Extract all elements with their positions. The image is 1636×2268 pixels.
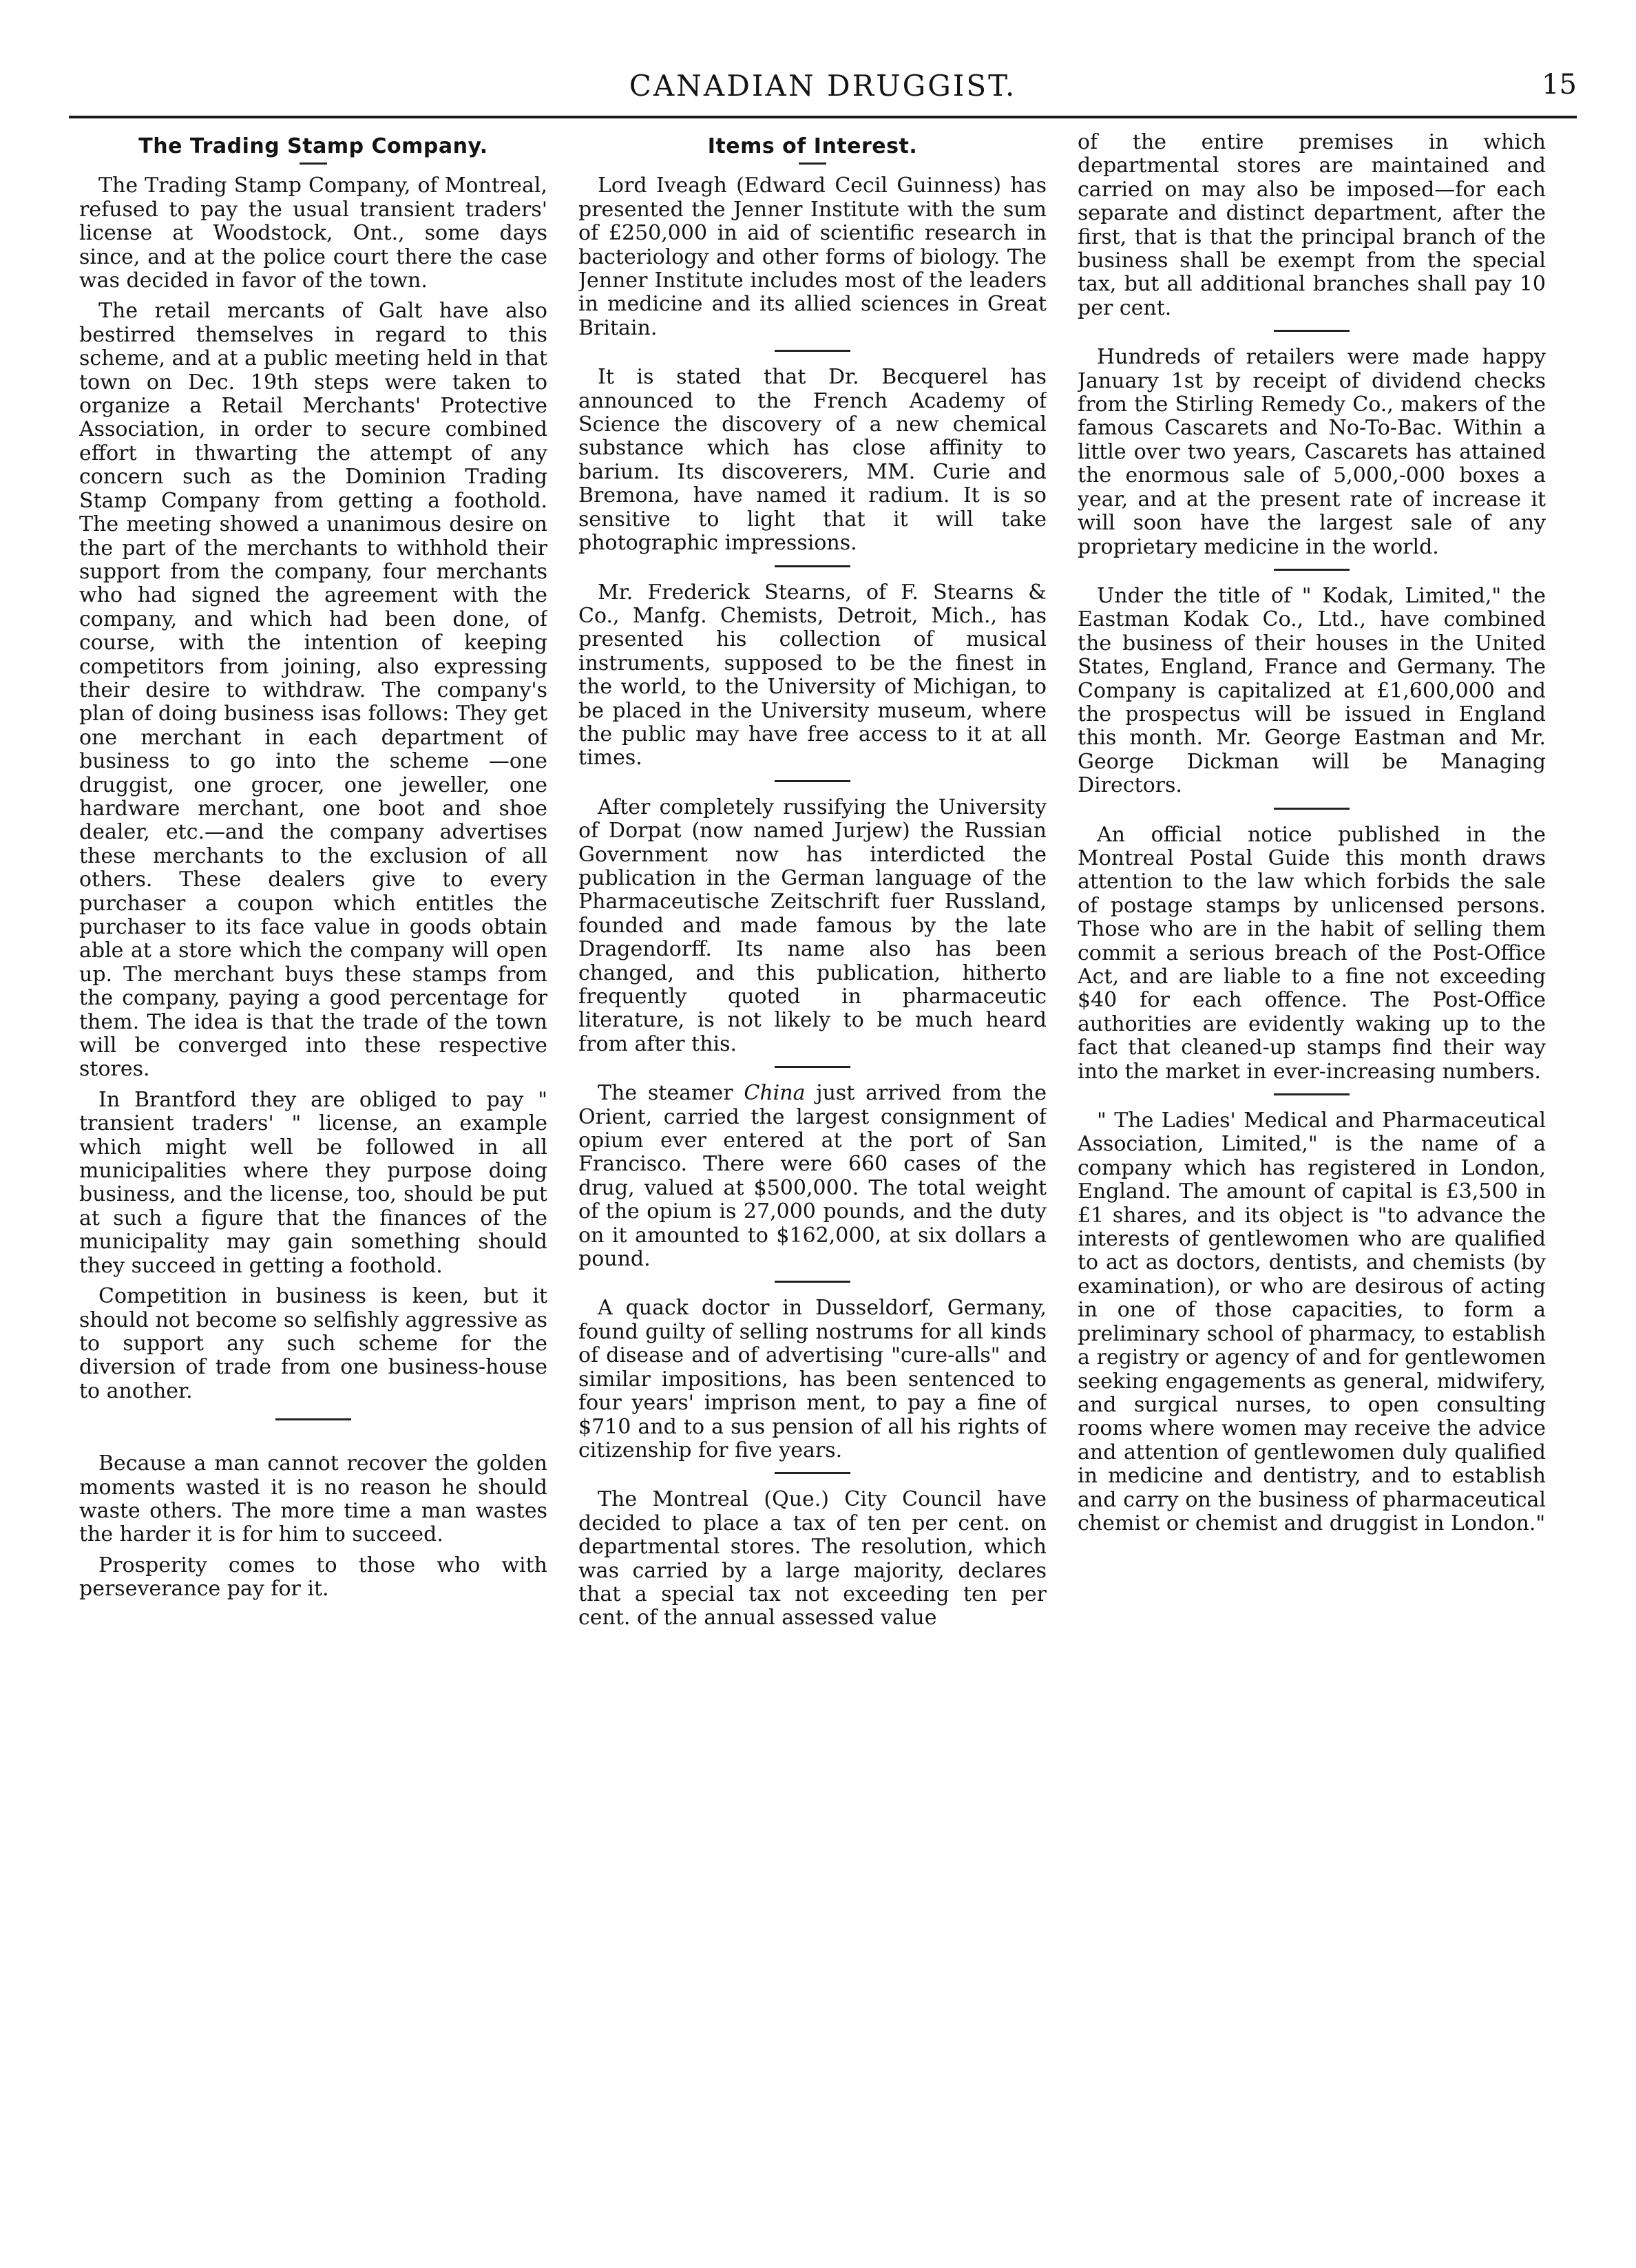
separator-rule bbox=[1274, 1093, 1350, 1095]
paragraph: Because a man cannot recover the golden moments wasted it is no reason he should waste others. The more time a man wastes the harder it is for him to succeed. bbox=[79, 1451, 547, 1547]
publication-title: CANADIAN DRUGGIST. bbox=[629, 69, 1017, 103]
paragraph: of the entire premises in which departmental stores are maintained and carried on may also be imposed—for each separate and distinct department, after the first, that is that the principal branch of the business shall be exempt from the special tax, but all additional branches shall pay 10 per cent. bbox=[1078, 131, 1546, 320]
separator-rule bbox=[1274, 330, 1350, 332]
paragraph: Competition in business is keen, but it should not become so selfishly aggressive as to support any such scheme for the diversion of trade from one business-house to another. bbox=[79, 1284, 547, 1403]
paragraph-text: just arrived from the Orient, carried the largest consignment of opium ever entered at the port of San Francisco. There were 660 cases of the drug, valued at $500,000. The total weight of the opium is 27,000 pounds, and the duty on it amounted to $162,000, at six dollars a pound. bbox=[578, 1081, 1047, 1272]
heading-rule bbox=[300, 162, 327, 165]
column-2 bbox=[578, 131, 1047, 2224]
article-heading-trading-stamp: The Trading Stamp Company. bbox=[138, 134, 488, 158]
paragraph: It is stated that Dr. Becquerel has announced to the French Academy of Science the discovery of a new chemical substance which has close affinity to barium. Its discoverers, MM. Curie and Bremona, have named it radium. It is so sensitive to light that it will take photographic impressions. bbox=[578, 365, 1047, 556]
paragraph: After completely russifying the University of Dorpat (now named Jurjew) the Russian Government now has interdicted the publication in the German language of the Pharmaceutische Zeitschrift fuer Russland, founded and made famous by the late Dragendorff. Its name also has been changed, and this publication, hitherto frequently quoted in pharmaceutic literature, is not likely to be much heard from after this. bbox=[578, 795, 1047, 1056]
separator-rule bbox=[775, 350, 850, 352]
paragraph: Lord Iveagh (Edward Cecil Guinness) has presented the Jenner Institute with the sum of £250,000 in aid of scientific research in bacteriology and other forms of biology. The Jenner Institute includes most of the leaders in medicine and its allied sciences in Great Britain. bbox=[578, 174, 1047, 340]
paragraph: The Montreal (Que.) City Council have decided to place a tax of ten per cent. on departmental stores. The resolution, which was carried by a large majority, declares that a special tax not exceeding ten per cent. of the annual assessed value bbox=[578, 1487, 1047, 1630]
paragraph: Prosperity comes to those who with perseverance pay for it. bbox=[79, 1553, 547, 1602]
article-heading-items-of-interest: Items of Interest. bbox=[707, 134, 918, 158]
paragraph: A quack doctor in Dusseldorf, Germany, found guilty of selling nostrums for all kinds of disease and of advertising "cure-alls" and similar impositions, has been sentenced to four years' imprison ment, to pay a fine of $710 and to a sus pension of all his rights of citizenship for five years. bbox=[578, 1296, 1047, 1462]
heading-rule bbox=[799, 162, 826, 165]
separator-rule bbox=[1274, 569, 1350, 571]
paragraph: Under the title of " Kodak, Limited," the Eastman Kodak Co., Ltd., have combined the business of their houses in the United States, England, France and Germany. The Company is capitalized at £1,600,000 and the prospectus will be issued in England this month. Mr. George Eastman and Mr. George Dickman will be Managing Directors. bbox=[1078, 583, 1546, 798]
header-rule bbox=[69, 116, 1577, 118]
paragraph: Hundreds of retailers were made happy January 1st by receipt of dividend checks from the Stirling Remedy Co., makers of the famous Cascarets and No-To-Bac. Within a little over two years, Cascarets has attained the enormous sale of 5,000,-000 boxes a year, and at the present rate of increase it will soon have the largest sale of any proprietary medicine in the world. bbox=[1078, 345, 1546, 559]
separator-rule bbox=[775, 1472, 850, 1474]
paragraph bbox=[578, 1082, 1047, 1271]
paragraph: " The Ladies' Medical and Pharmaceutical Association, Limited," is the name of a company which has registered in London, England. The amount of capital is £3,500 in £1 shares, and its object is "to advance the interests of gentlewomen who are qualified to act as doctors, dentists, and chemists (by examination), or who are desirous of acting in one of those capacities, to form a preliminary school of pharmacy, to establish a registry or agency of and for gentlewomen seeking engagements as general, midwifery, and surgical nurses, to open consulting rooms where women may receive the advice and attention of gentlewomen duly qualified in medicine and dentistry, and to establish and carry on the business of pharmaceutical chemist or chemist and druggist in London." bbox=[1078, 1109, 1546, 1535]
paragraph-text: The steamer bbox=[598, 1081, 744, 1106]
paragraph: In Brantford they are obliged to pay " transient traders' " license, an example which might well be followed in all municipalities where they purpose doing business, and the license, too, should be put at such a figure that the finances of the municipality may gain something should they succeed in getting a foothold. bbox=[79, 1087, 547, 1278]
separator-rule bbox=[775, 565, 850, 567]
paragraph: The retail mercants of Galt have also bestirred themselves in regard to this scheme, and at a public meeting held in that town on Dec. 19th steps were taken to organize a Retail Merchants' Protective Association, in order to secure combined effort in thwarting the attempt of any concern such as the Dominion Trading Stamp Company from getting a foothold. The meeting showed a unanimous desire on the part of the merchants to withhold their support from the company, four merchants who had signed the agreement with the company, and which had been done, of course, with the intention of keeping competitors from joining, also expressing their desire to withdraw. The company's plan of doing business isas follows: They get one merchant in each department of business to go into the scheme —one druggist, one grocer, one jeweller, one hardware merchant, one boot and shoe dealer, etc.—and the company advertises these merchants to the exclusion of all others. These dealers give to every purchaser a coupon which entitles the purchaser to its face value in goods obtain able at a store which the company will open up. The merchant buys these stamps from the company, paying a good percentage for them. The idea is that the trade of the town will be converged into these respective stores. bbox=[79, 299, 547, 1082]
ship-name: China bbox=[744, 1081, 806, 1106]
paragraph: The Trading Stamp Company, of Montreal, refused to pay the usual transient traders' license at Woodstock, Ont., some days since, and at the police court there the case was decided in favor of the town. bbox=[79, 174, 547, 293]
separator-rule bbox=[775, 780, 850, 782]
paragraph: Mr. Frederick Stearns, of F. Stearns & Co., Manfg. Chemists, Detroit, Mich., has presented his collection of musical instruments, supposed to be the finest in the world, to the University of Michigan, to be placed in the University museum, where the public may have free access to it at all times. bbox=[578, 580, 1047, 770]
separator-rule bbox=[1274, 808, 1350, 810]
separator-rule bbox=[775, 1066, 850, 1068]
separator-rule bbox=[775, 1281, 850, 1283]
separator-rule bbox=[275, 1418, 351, 1420]
page-number: 15 bbox=[1542, 69, 1577, 101]
column-3 bbox=[1078, 131, 1546, 2224]
paragraph: An official notice published in the Montreal Postal Guide this month draws attention to the law which forbids the sale of postage stamps by unlicensed persons. Those who are in the habit of selling them commit a serious breach of the Post-Office Act, and are liable to a fine not exceeding $40 for each offence. The Post-Office authorities are evidently waking up to the fact that cleaned-up stamps find their way into the market in ever-increasing numbers. bbox=[1078, 822, 1546, 1084]
column-1 bbox=[79, 131, 547, 2224]
